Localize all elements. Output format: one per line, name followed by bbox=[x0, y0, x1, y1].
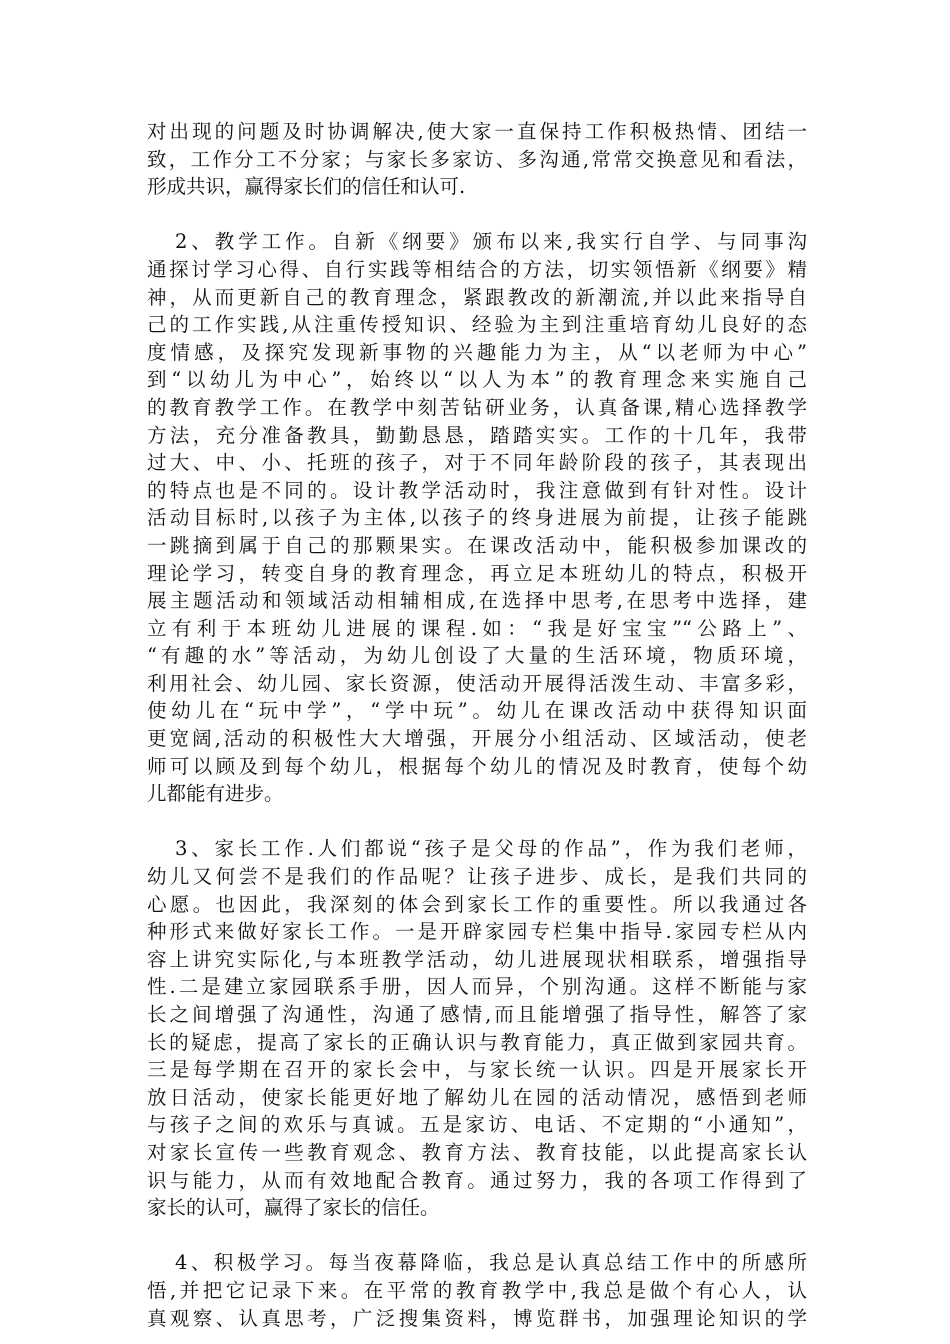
text-line: 与孩子之间的欢乐与真诚。五是家访、电话、不定期的“小通知”， bbox=[147, 1113, 807, 1137]
text-line: 放日活动，使家长能更好地了解幼儿在园的活动情况，感悟到老师 bbox=[147, 1085, 807, 1109]
text-line: 对家长宣传一些教育观念、教育方法、教育技能，以此提高家长认 bbox=[147, 1140, 807, 1164]
paragraph-spacer bbox=[147, 1222, 807, 1250]
text-line: 更宽阔,活动的积极性大大增强，开展分小组活动、区域活动，使老 bbox=[147, 727, 807, 751]
text-line: 长之间增强了沟通性，沟通了感情,而且能增强了指导性，解答了家 bbox=[147, 1003, 807, 1026]
text-line: 对出现的问题及时协调解决,使大家一直保持工作积极热情、团结一 bbox=[147, 120, 807, 143]
paragraph-spacer bbox=[147, 808, 807, 836]
text-line: 儿都能有进步。 bbox=[147, 782, 284, 806]
text-line: 方法，充分准备教具，勤勤恳恳，踏踏实实。工作的十几年，我带 bbox=[147, 423, 807, 447]
text-line: 度情感，及探究发现新事物的兴趣能力为主，从“以老师为中心” bbox=[147, 340, 807, 364]
text-line: 幼儿又何尝不是我们的作品呢？让孩子进步、成长，是我们共同的 bbox=[147, 865, 807, 889]
text-line: 过大、中、小、托班的孩子，对于不同年龄阶段的孩子，其表现出 bbox=[147, 451, 807, 475]
text-line: 长的疑虑，提高了家长的正确认识与教育能力，真正做到家园共育。 bbox=[147, 1030, 807, 1054]
text-line: 心愿。也因此，我深刻的体会到家长工作的重要性。所以我通过各 bbox=[147, 892, 807, 916]
text-line: 形成共识，赢得家长们的信任和认可. bbox=[147, 175, 466, 199]
text-line: 2、教学工作。自新《纲要》颁布以来,我实行自学、与同事沟 bbox=[175, 230, 807, 254]
document-body bbox=[147, 118, 807, 1332]
text-line: 的特点也是不同的。设计教学活动时，我注意做到有针对性。设计 bbox=[147, 478, 807, 502]
text-line: 活动目标时,以孩子为主体,以孩子的终身进展为前提，让孩子能跳 bbox=[147, 506, 807, 530]
text-line: 三是每学期在召开的家长会中，与家长统一认识。四是开展家长开 bbox=[147, 1058, 807, 1082]
text-line: 容上讲究实际化,与本班教学活动，幼儿进展现状相联系，增强指导 bbox=[147, 947, 807, 971]
text-line: 一跳摘到属于自己的那颗果实。在课改活动中，能积极参加课改的 bbox=[147, 533, 807, 557]
text-line: 立有利于本班幼儿进展的课程.如：“我是好宝宝”“公路上”、 bbox=[147, 616, 807, 640]
paragraph-parent-work bbox=[147, 835, 807, 1221]
text-line: 神，从而更新自己的教育理念，紧跟教改的新潮流,并以此来指导自 bbox=[147, 285, 807, 309]
text-line: 家长的认可，赢得了家长的信任。 bbox=[147, 1196, 440, 1220]
paragraph-active-learning bbox=[147, 1249, 807, 1332]
text-line: 通探讨学习心得、自行实践等相结合的方法，切实领悟新《纲要》精 bbox=[147, 257, 807, 281]
text-line: 利用社会、幼儿园、家长资源，使活动开展得活泼生动、丰富多彩， bbox=[147, 671, 807, 695]
text-line: “有趣的水”等活动，为幼儿创设了大量的生活环境，物质环境， bbox=[147, 644, 807, 668]
text-line: 己的工作实践,从注重传授知识、经验为主到注重培育幼儿良好的态 bbox=[147, 313, 807, 337]
text-line: 悟,并把它记录下来。在平常的教育教学中,我总是做个有心人，认 bbox=[147, 1278, 807, 1302]
text-line: 到“以幼儿为中心”，始终以“以人为本”的教育理念来实施自己 bbox=[147, 368, 807, 392]
paragraph-coordination bbox=[147, 118, 807, 201]
text-line: 识与能力，从而有效地配合教育。通过努力，我的各项工作得到了 bbox=[147, 1168, 807, 1192]
text-line: 师可以顾及到每个幼儿，根据每个幼儿的情况及时教育，使每个幼 bbox=[147, 754, 807, 778]
paragraph-spacer bbox=[147, 201, 807, 229]
text-line: 理论学习，转变自身的教育理念，再立足本班幼儿的特点，积极开 bbox=[147, 561, 807, 585]
text-line: 真观察、认真思考，广泛搜集资料，博览群书，加强理论知识的学 bbox=[147, 1306, 807, 1330]
paragraph-teaching-work bbox=[147, 228, 807, 807]
text-line: 种形式来做好家长工作。一是开辟家园专栏集中指导.家园专栏从内 bbox=[147, 920, 807, 944]
text-line: 性.二是建立家园联系手册，因人而异，个别沟通。这样不断能与家 bbox=[147, 975, 807, 999]
text-line: 使幼儿在“玩中学”，“学中玩”。幼儿在课改活动中获得知识面 bbox=[147, 699, 807, 723]
text-line: 3、家长工作.人们都说“孩子是父母的作品”，作为我们老师， bbox=[175, 837, 807, 861]
text-line: 展主题活动和领域活动相辅相成,在选择中思考,在思考中选择，建 bbox=[147, 589, 807, 613]
text-line: 致，工作分工不分家；与家长多家访、多沟通,常常交换意见和看法， bbox=[147, 147, 807, 171]
text-line: 的教育教学工作。在教学中刻苦钻研业务，认真备课,精心选择教学 bbox=[147, 395, 807, 419]
text-line: 4、积极学习。每当夜幕降临，我总是认真总结工作中的所感所 bbox=[175, 1251, 807, 1275]
